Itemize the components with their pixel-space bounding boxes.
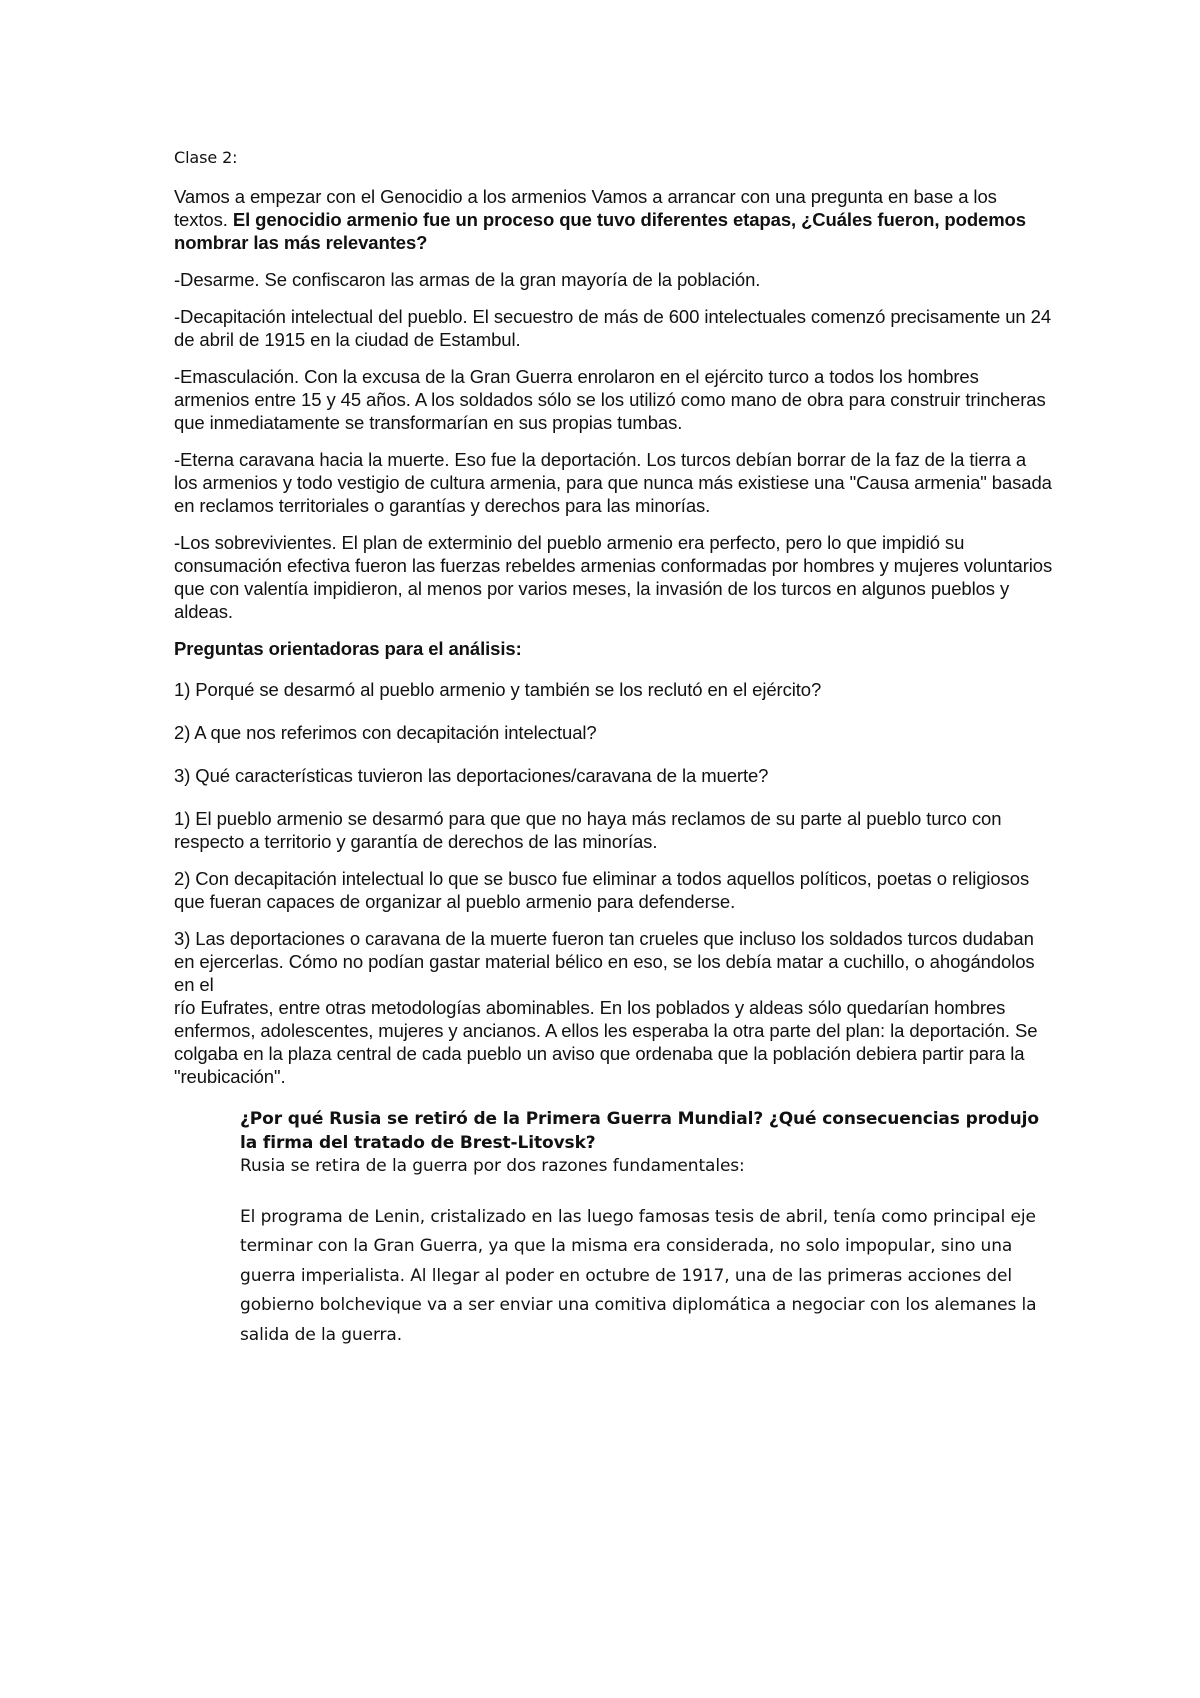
stage-emasculacion: -Emasculación. Con la excusa de la Gran Guerra enrolaron en el ejército turco a todos los hombres armenios entre 15 y 45 años. A los soldados sólo se los utilizó como mano de obra para construir trincheras que inmediatamente se transformarían en sus propias tumbas. [174,366,1046,433]
intro-paragraph [174,185,1054,254]
answer-3 [174,927,1054,1088]
answer-3-part-2: río Eufrates, entre otras metodologías abominables. En los poblados y aldeas sólo quedarían hombres enfermos, adolescentes, mujeres y ancianos. A ellos les esperaba la otra parte del plan: la deportación. Se colgaba en la plaza central de cada pueblo un aviso que ordenaba que la población debiera partir para la "reubicación". [174,997,1038,1087]
document-body [174,146,1054,1350]
guide-title: Preguntas orientadoras para el análisis: [174,638,522,659]
class-heading: Clase 2: [174,148,238,167]
russia-intro: Rusia se retira de la guerra por dos razones fundamentales: [240,1156,745,1176]
stage-desarme: -Desarme. Se confiscaron las armas de la gran mayoría de la población. [174,269,761,290]
answer-2: 2) Con decapitación intelectual lo que se busco fue eliminar a todos aquellos políticos, poetas o religiosos que fueran capaces de organizar al pueblo armenio para defenderse. [174,868,1030,912]
intro-text: Vamos a empezar con el Genocidio a los armenios Vamos a arrancar con una pregunta en base a los textos. [174,186,997,230]
stage-decapitacion: -Decapitación intelectual del pueblo. El secuestro de más de 600 intelectuales comenzó precisamente un 24 de abril de 1915 en la ciudad de Estambul. [174,306,1052,350]
answer-1: 1) El pueblo armenio se desarmó para que que no haya más reclamos de su parte al pueblo turco con respecto a territorio y garantía de derechos de las minorías. [174,808,1002,852]
answer-3-part-1: 3) Las deportaciones o caravana de la muerte fueron tan crueles que incluso los soldados turcos dudaban en ejercerlas. Cómo no podían gastar material bélico en eso, se los debía matar a cuchillo, o ahogándolos en el [174,928,1035,995]
russia-section [240,1108,1054,1350]
stage-sobrevivientes: -Los sobrevivientes. El plan de exterminio del pueblo armenio era perfecto, pero lo que impidió su consumación efectiva fueron las fuerzas rebeldes armenias conformadas por hombres y mujeres voluntarios que con valentía impidieron, al menos por varios meses, la invasión de los turcos en algunos pueblos y aldeas. [174,532,1053,622]
stage-caravana: -Eterna caravana hacia la muerte. Eso fue la deportación. Los turcos debían borrar de la faz de la tierra a los armenios y todo vestigio de cultura armenia, para que nunca más existiese una "Causa armenia" basada en reclamos territoriales o garantías y derechos para las minorías. [174,449,1052,516]
question-2: 2) A que nos referimos con decapitación intelectual? [174,722,597,743]
question-1: 1) Porqué se desarmó al pueblo armenio y también se los reclutó en el ejército? [174,679,822,700]
russia-question: ¿Por qué Rusia se retiró de la Primera Guerra Mundial? ¿Qué consecuencias produjo la firma del tratado de Brest-Litovsk? [240,1109,1039,1153]
guide-questions [174,678,1054,787]
russia-body: El programa de Lenin, cristalizado en las luego famosas tesis de abril, tenía como principal eje terminar con la Gran Guerra, ya que la misma era considerada, no solo impopular, sino una guerra imperialista. Al llegar al poder en octubre de 1917, una de las primeras acciones del gobierno bolchevique va a ser enviar una comitiva diplomática a negociar con los alemanes la salida de la guerra. [240,1206,1037,1345]
question-3: 3) Qué características tuvieron las deportaciones/caravana de la muerte? [174,765,769,786]
intro-question: El genocidio armenio fue un proceso que tuvo diferentes etapas, ¿Cuáles fueron, podemos nombrar las más relevantes? [174,209,1026,253]
